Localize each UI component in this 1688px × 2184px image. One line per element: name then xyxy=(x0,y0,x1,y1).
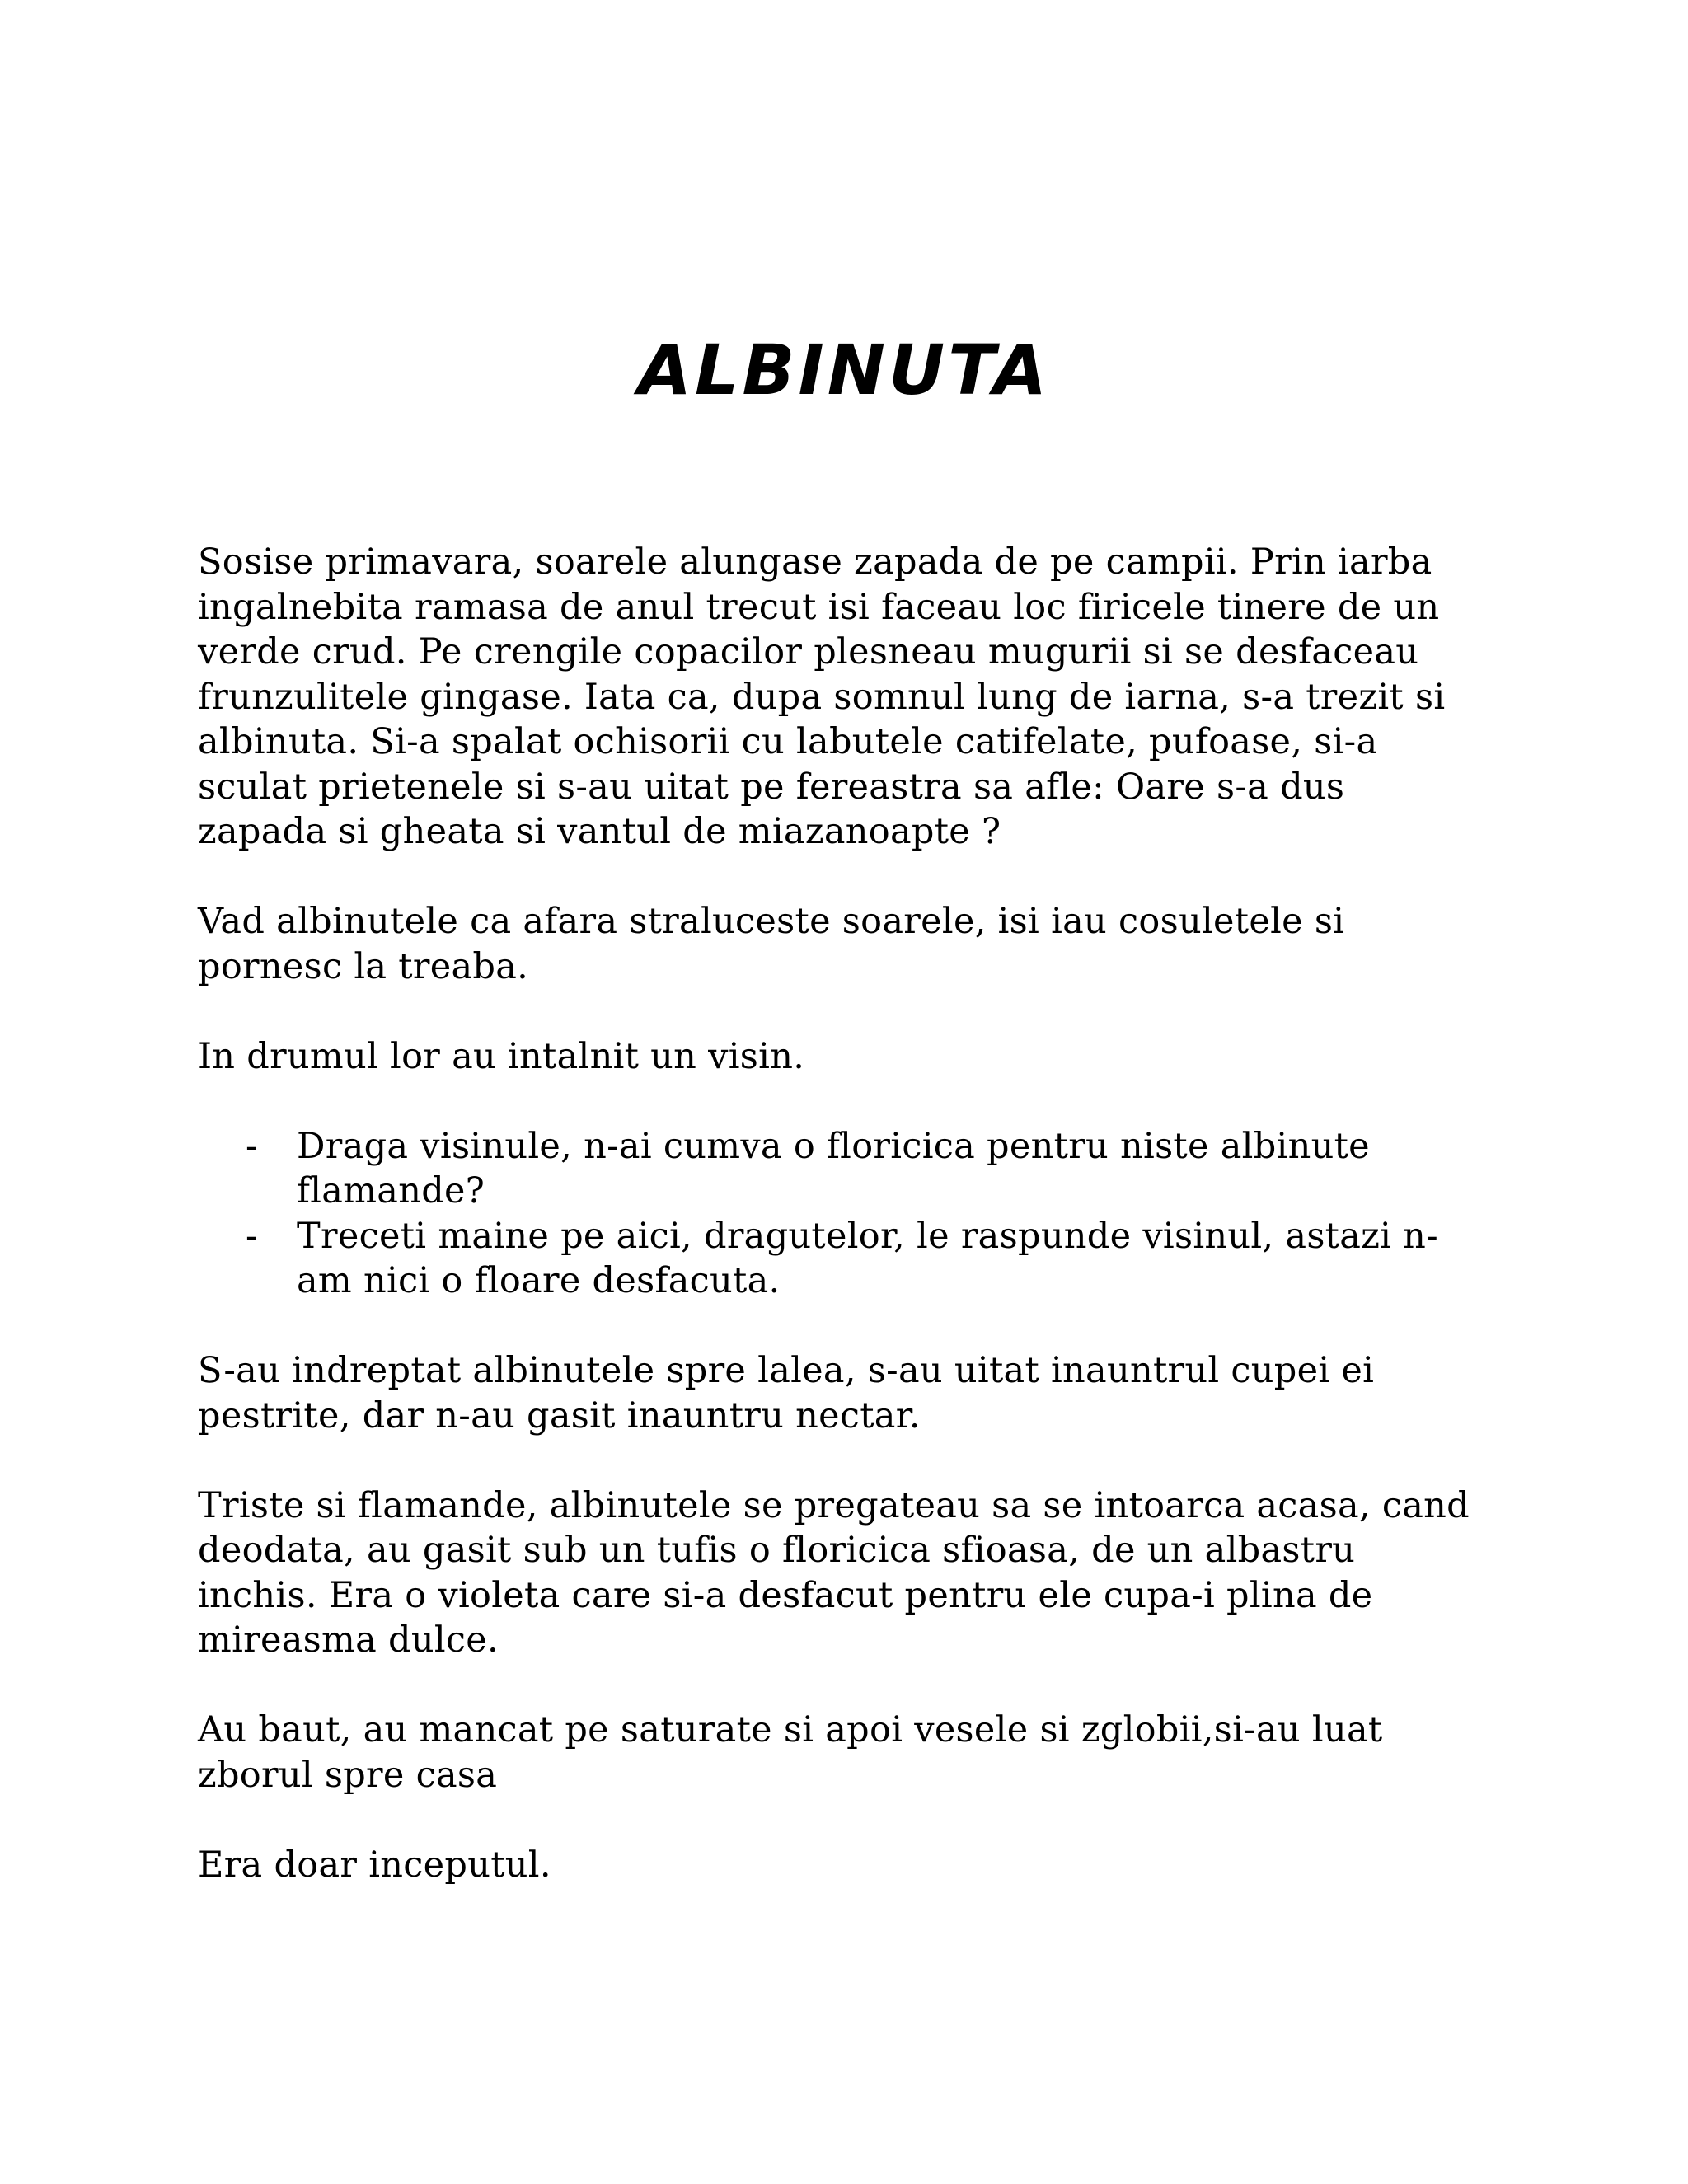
dialogue-text: Draga visinule, n-ai cumva o floricica pentru niste albinute flamande? xyxy=(297,1125,1370,1212)
paragraph-tulip: S-au indreptat albinutele spre lalea, s-au uitat inauntrul cupei ei pestrite, dar n-au gasit inauntru nectar. xyxy=(198,1350,1375,1436)
document-title: ALBINUTA xyxy=(637,330,1051,410)
paragraph-meet-cherry-tree: In drumul lor au intalnit un visin. xyxy=(198,1035,805,1077)
paragraph-ending: Era doar inceputul. xyxy=(198,1844,551,1886)
dialogue-line-cherry-tree xyxy=(198,1214,1484,1304)
dialogue-text: Treceti maine pe aici, dragutelor, le raspunde visinul, astazi n-am nici o floare desfacuta. xyxy=(297,1215,1439,1301)
dialogue-list xyxy=(198,1124,1484,1304)
paragraph-fly-home: Au baut, au mancat pe saturate si apoi vesele si zglobii,si-au luat zborul spre casa xyxy=(198,1709,1383,1796)
story-body xyxy=(198,540,1484,1933)
paragraph-spring-arrives: Sosise primavara, soarele alungase zapada de pe campii. Prin iarba ingalnebita ramasa de anul trecut isi faceau loc firicele tinere de un verde crud. Pe crengile copacilor plesneau mugurii si se desfaceau frunzulitele gingase. Iata ca, dupa somnul lung de iarna, s-a trezit si albinuta. Si-a spalat ochisorii cu labutele catifelate, pufoase, si-a sculat prietenele si s-au uitat pe fereastra sa afle: Oare s-a dus zapada si gheata si vantul de miazanoapte ? xyxy=(198,541,1446,852)
dialogue-line-bees xyxy=(198,1124,1484,1214)
dialogue-dash: - xyxy=(246,1125,258,1167)
paragraph-violet: Triste si flamande, albinutele se pregateau sa se intoarca acasa, cand deodata, au gasit sub un tufis o floricica sfioasa, de un albastru inchis. Era o violeta care si-a desfacut pentru ele cupa-i plina de mireasma dulce. xyxy=(198,1484,1470,1661)
paragraph-bees-go-to-work: Vad albinutele ca afara straluceste soarele, isi iau cosuletele si pornesc la treaba. xyxy=(198,901,1345,987)
dialogue-dash: - xyxy=(246,1215,258,1257)
